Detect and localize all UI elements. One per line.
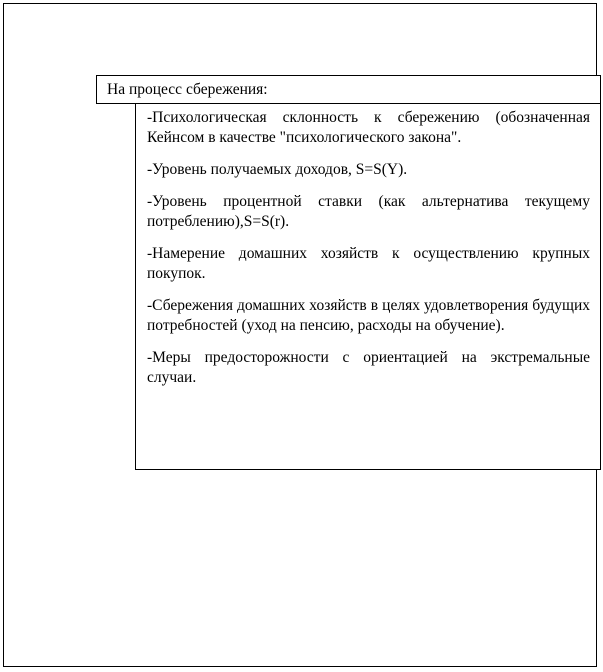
heading-text: На процесс сбережения: <box>107 81 268 98</box>
list-item-interest-rate: -Уровень процентной ставки (как альтернатива текущему потреблению),S=S(r). <box>147 193 590 230</box>
list-item-large-purchases: -Намерение домашних хозяйств к осуществлению крупных покупок. <box>147 245 590 282</box>
list-item-income: -Уровень получаемых доходов, S=S(Y). <box>147 161 408 178</box>
list-item-future-needs: -Сбережения домашних хозяйств в целях удовлетворения будущих потребностей (уход на пенсию, расходы на обучение). <box>147 297 590 334</box>
heading-box <box>96 75 601 104</box>
factors-list <box>135 103 601 470</box>
list-item-psychological: -Психологическая склонность к сбережению (обозначенная Кейнсом в качестве "психологического закона". <box>147 109 590 146</box>
list-item-precaution: -Меры предосторожности с ориентацией на экстремальные случаи. <box>147 349 590 386</box>
